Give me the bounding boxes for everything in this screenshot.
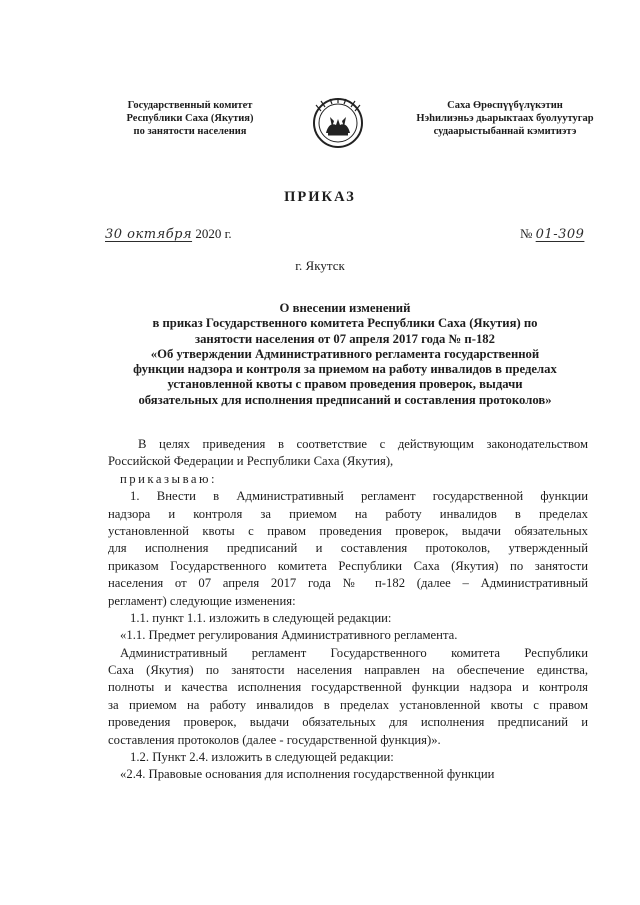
- body-line: Саха (Якутия) по занятости населения направлен на обеспечение единства,: [108, 663, 588, 678]
- left-org-line: по занятости населения: [133, 126, 247, 137]
- right-org-line: Нэһилиэньэ дьарыктаах буолуутугар: [416, 113, 594, 124]
- body-line: 1.2. Пункт 2.4. изложить в следующей редакции:: [130, 750, 394, 765]
- right-organization-name: [380, 99, 630, 138]
- body-line: 1.1. пункт 1.1. изложить в следующей редакции:: [130, 610, 392, 625]
- document-body: [108, 436, 588, 784]
- body-line: проведения проверок, выдачи обязательных для исполнения предписаний и: [108, 715, 588, 730]
- subject-line: установленной квоты с правом проведения проверок, выдачи: [167, 377, 523, 392]
- subject-line: «Об утверждении Административного регламента государственной: [150, 346, 540, 361]
- body-line: 1. Внести в Административный регламент государственной функции: [130, 489, 588, 504]
- right-org-line: судаарыстыбаннай кэмитиэтэ: [433, 126, 577, 137]
- subject-line: обязательных для исполнения предписаний и составления протоколов»: [138, 392, 552, 407]
- body-line: установленной квоты с правом проведения проверок, выдачи обязательных: [108, 523, 588, 538]
- subject-line: О внесении изменений: [279, 301, 411, 315]
- left-org-line: Государственный комитет: [127, 100, 253, 111]
- handwritten-date: 30 октября: [105, 227, 193, 242]
- subject-line: занятости населения от 07 апреля 2017 года № п-182: [194, 331, 495, 346]
- body-line: надзора и контроля за приемом на работу инвалидов в пределах: [108, 506, 588, 521]
- order-word: приказываю:: [120, 471, 218, 486]
- document-number: [520, 226, 584, 242]
- body-line: приказом Государственного комитета Республики Саха (Якутия) по занятости: [108, 558, 588, 573]
- handwritten-number: 01-309: [535, 227, 585, 242]
- coat-of-arms-emblem: [312, 97, 364, 149]
- document-date: [105, 226, 232, 242]
- right-org-line: Саха Өрөспүүбүлүкэтин: [447, 100, 563, 111]
- left-organization-name: [96, 99, 284, 138]
- document-subject: [110, 301, 580, 408]
- body-line: за приемом на работу инвалидов в пределах установленной квоты с правом: [108, 697, 588, 712]
- document-city: г. Якутск: [295, 258, 345, 273]
- left-org-line: Республики Саха (Якутия): [126, 113, 254, 124]
- body-line: населения от 07 апреля 2017 года № п-182 (далее – Административный: [108, 576, 588, 591]
- body-line: регламент) следующие изменения:: [108, 593, 296, 608]
- date-year: 2020 г.: [195, 226, 232, 241]
- document-title: ПРИКАЗ: [284, 189, 356, 205]
- body-line: «2.4. Правовые основания для исполнения государственной функции: [120, 767, 495, 782]
- subject-line: функции надзора и контроля за приемом на работу инвалидов в пределах: [133, 362, 557, 377]
- body-line: составления протоколов (далее - государственной функция)».: [108, 732, 441, 747]
- body-line: В целях приведения в соответствие с действующим законодательством: [138, 437, 588, 451]
- number-prefix: №: [520, 226, 533, 241]
- body-line: полноты и качества исполнения государственной функции надзора и контроля: [108, 680, 588, 695]
- subject-line: в приказ Государственного комитета Республики Саха (Якутия) по: [152, 316, 538, 331]
- body-line: Российской Федерации и Республики Саха (Якутия),: [108, 454, 394, 469]
- body-line: для исполнения предписаний и составления протоколов, утвержденный: [108, 541, 588, 556]
- body-line: «1.1. Предмет регулирования Административного регламента.: [120, 628, 458, 643]
- body-line: Административный регламент Государственного комитета Республики: [120, 645, 588, 660]
